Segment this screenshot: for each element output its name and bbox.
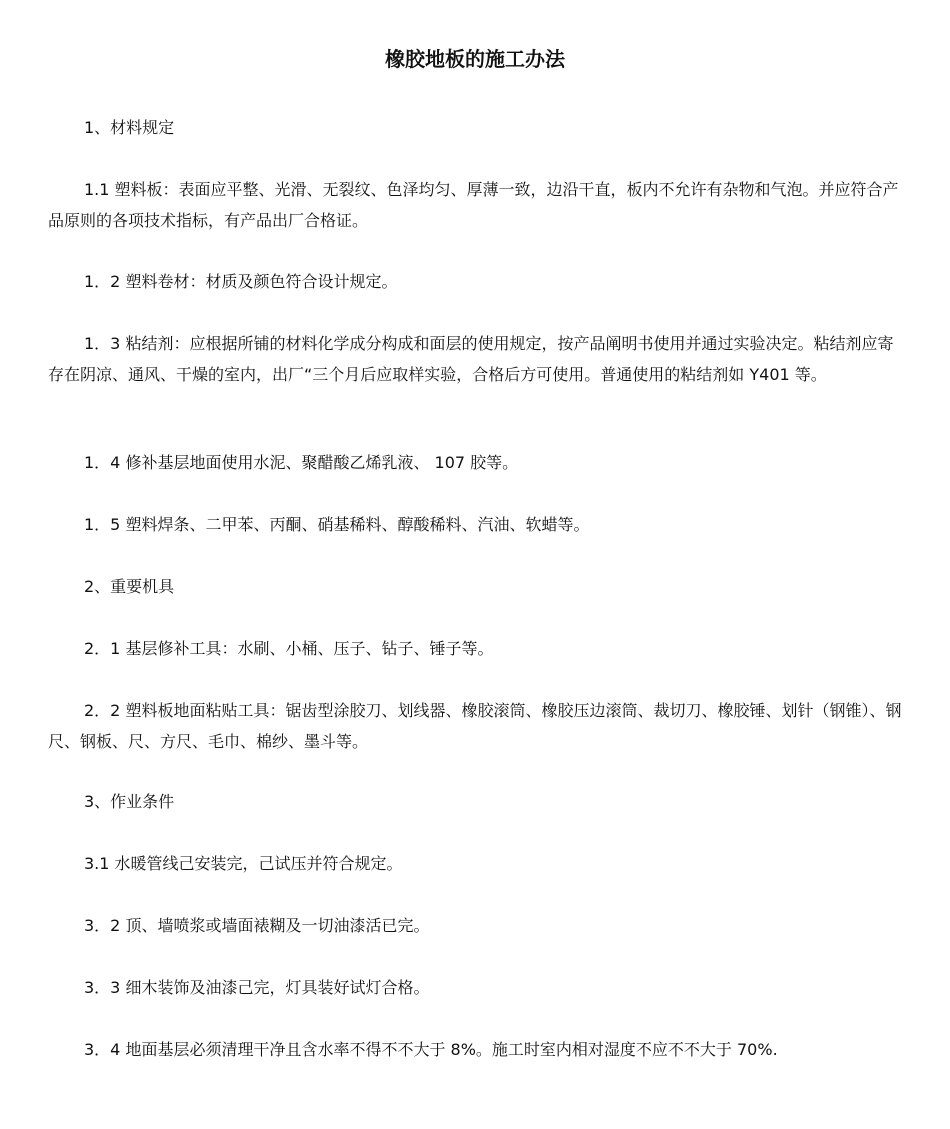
section-heading-tools: 2、重要机具 bbox=[84, 577, 175, 596]
paragraph-2-2: 2．2 塑料板地面粘贴工具：锯齿型涂胶刀、划线器、橡胶滚筒、橡胶压边滚筒、裁切刀、橡胶锤、划针（钢锥）、钢尺、钢板、尺、方尺、毛巾、棉纱、墨斗等。 bbox=[48, 701, 902, 751]
document-title: 橡胶地板的施工办法 bbox=[385, 47, 565, 71]
paragraph-1-1: 1.1 塑料板：表面应平整、光滑、无裂纹、色泽均匀、厚薄一致，边沿干直，板内不允许有杂物和气泡。并应符合产品原则的各项技术指标，有产品出厂合格证。 bbox=[48, 180, 899, 230]
paragraph-2-1: 2．1 基层修补工具：水刷、小桶、压子、钻子、锤子等。 bbox=[84, 639, 494, 658]
section-heading-materials: 1、材料规定 bbox=[84, 118, 175, 137]
section-heading-conditions: 3、作业条件 bbox=[84, 792, 175, 811]
paragraph-3-4: 3．4 地面基层必须清理干净且含水率不得不不大于 8%。施工时室内相对湿度不应不不大于 70%. bbox=[84, 1040, 778, 1059]
paragraph-1-2: 1．2 塑料卷材：材质及颜色符合设计规定。 bbox=[84, 272, 398, 291]
paragraph-1-4: 1．4 修补基层地面使用水泥、聚醋酸乙烯乳液、 107 胶等。 bbox=[84, 453, 519, 472]
paragraph-1-5: 1．5 塑料焊条、二甲苯、丙酮、硝基稀料、醇酸稀料、汽油、软蜡等。 bbox=[84, 515, 590, 534]
paragraph-3-2: 3．2 顶、墙喷浆或墙面裱糊及一切油漆活已完。 bbox=[84, 916, 430, 935]
paragraph-1-3: 1．3 粘结剂：应根据所铺的材料化学成分构成和面层的使用规定，按产品阐明书使用并通过实验决定。粘结剂应寄存在阴凉、通风、干燥的室内，出厂“三个月后应取样实验，合格后方可使用。普通使用的粘结剂如 Y401 等。 bbox=[48, 334, 894, 384]
paragraph-3-1: 3.1 水暖管线己安装完，己试压并符合规定。 bbox=[84, 854, 403, 873]
paragraph-3-3: 3．3 细木装饰及油漆己完，灯具装好试灯合格。 bbox=[84, 978, 430, 997]
